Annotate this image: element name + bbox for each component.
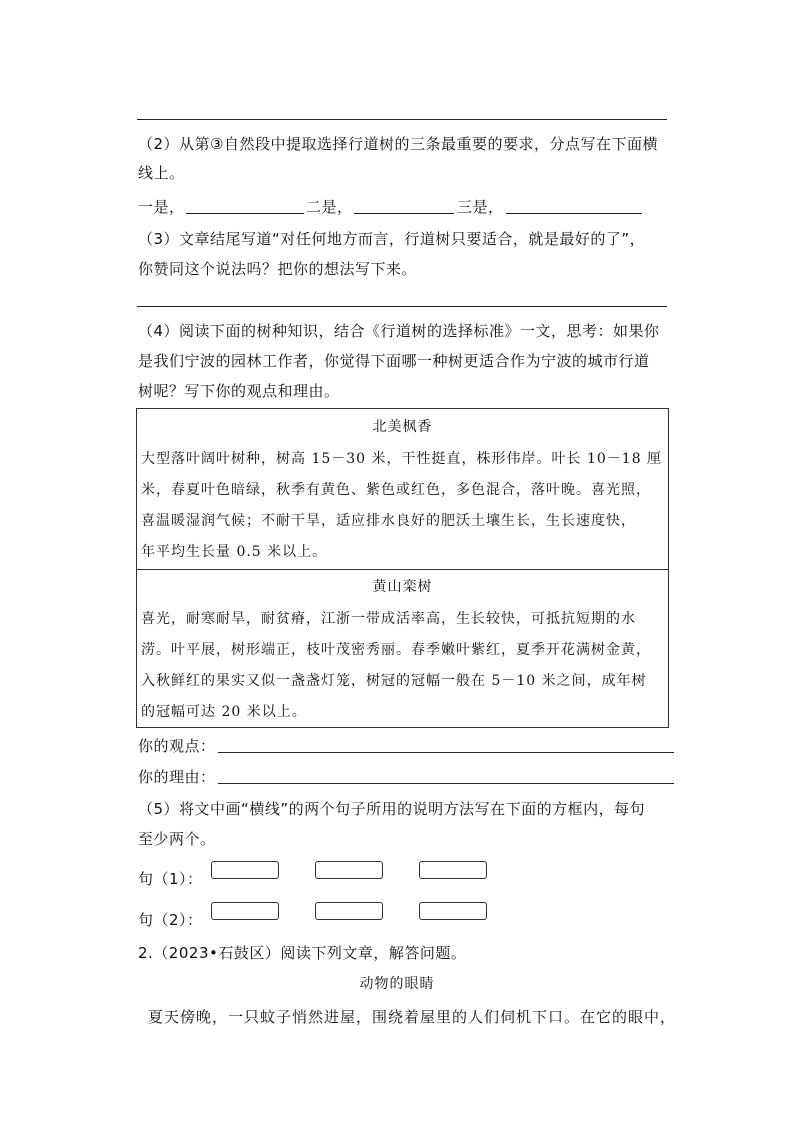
q4-line3: 树呢？写下你的观点和理由。	[138, 382, 340, 400]
article-first-line: 夏天傍晚，一只蚊子悄然进屋，围绕着屋里的人们伺机下口。在它的眼中，	[148, 1008, 677, 1026]
tree2-line: 入秋鲜红的果实又似一盏盏灯笼，树冠的冠幅一般在 5－10 米之间，成年树	[141, 673, 647, 689]
next-question-header: 2.（2023•石鼓区）阅读下列文章，解答问题。	[138, 944, 467, 962]
q2-third-label: 三是，	[457, 198, 504, 216]
sentence1-label: 句（1）：	[138, 870, 203, 888]
q2-second-blank[interactable]	[354, 213, 454, 214]
tree2-line: 的冠幅可达 20 米以上。	[141, 704, 307, 720]
q5-line2: 至少两个。	[138, 830, 216, 848]
tree1-line: 大型落叶阔叶树种，树高 15－30 米，干性挺直，株形伟岸。叶长 10－18 厘	[141, 451, 663, 467]
reason-label: 你的理由：	[138, 768, 216, 786]
table-row-divider	[137, 569, 668, 570]
q3-answer-line[interactable]	[137, 306, 667, 307]
sentence2-box-3[interactable]	[419, 902, 487, 920]
q3-line2: 你赞同这个说法吗？把你的想法写下来。	[138, 260, 418, 278]
sentence1-box-2[interactable]	[315, 861, 383, 879]
tree-info-table	[136, 408, 669, 728]
q4-line2: 是我们宁波的园林工作者，你觉得下面哪一种树更适合作为宁波的城市行道	[138, 352, 650, 370]
tree1-line: 喜温暖湿润气候；不耐干旱，适应排水良好的肥沃土壤生长，生长速度快，	[141, 513, 636, 529]
reason-answer-line[interactable]	[218, 783, 674, 784]
tree2-line: 喜光，耐寒耐旱，耐贫瘠，江浙一带成活率高，生长较快，可抵抗短期的水	[141, 611, 636, 627]
q2-line2: 线上。	[138, 164, 185, 182]
q2-first-label: 一是，	[138, 198, 185, 216]
article-title: 动物的眼睛	[359, 976, 435, 992]
sentence1-box-1[interactable]	[211, 861, 279, 879]
tree1-line: 米，春夏叶色暗绿，秋季有黄色、紫色或红色，多色混合，落叶晚。喜光照，	[141, 482, 651, 498]
tree2-name: 黄山栾树	[372, 579, 433, 595]
sentence1-box-3[interactable]	[419, 861, 487, 879]
q2-line1: （2）从第③自然段中提取选择行道树的三条最重要的要求，分点写在下面横	[138, 135, 658, 153]
tree2-line: 涝。叶平展，树形端正，枝叶茂密秀丽。春季嫩叶紫红，夏季开花满树金黄，	[141, 642, 651, 658]
sentence2-box-1[interactable]	[211, 902, 279, 920]
view-answer-line[interactable]	[218, 752, 674, 753]
sentence2-label: 句（2）：	[138, 911, 203, 929]
q5-line1: （5）将文中画“横线”的两个句子所用的说明方法写在下面的方框内，每句	[138, 800, 646, 818]
q2-second-label: 二是，	[306, 198, 353, 216]
q2-third-blank[interactable]	[506, 213, 642, 214]
tree1-line: 年平均生长量 0.5 米以上。	[141, 544, 328, 560]
q3-line1: （3）文章结尾写道“对任何地方而言，行道树只要适合，就是最好的了”，	[138, 230, 646, 248]
tree1-name: 北美枫香	[372, 419, 433, 435]
view-label: 你的观点：	[138, 737, 216, 755]
q4-line1: （4）阅读下面的树种知识，结合《行道树的选择标准》一文，思考：如果你	[138, 322, 660, 340]
q2-first-blank[interactable]	[186, 213, 304, 214]
sentence2-box-2[interactable]	[315, 902, 383, 920]
answer-line-top[interactable]	[137, 119, 667, 120]
